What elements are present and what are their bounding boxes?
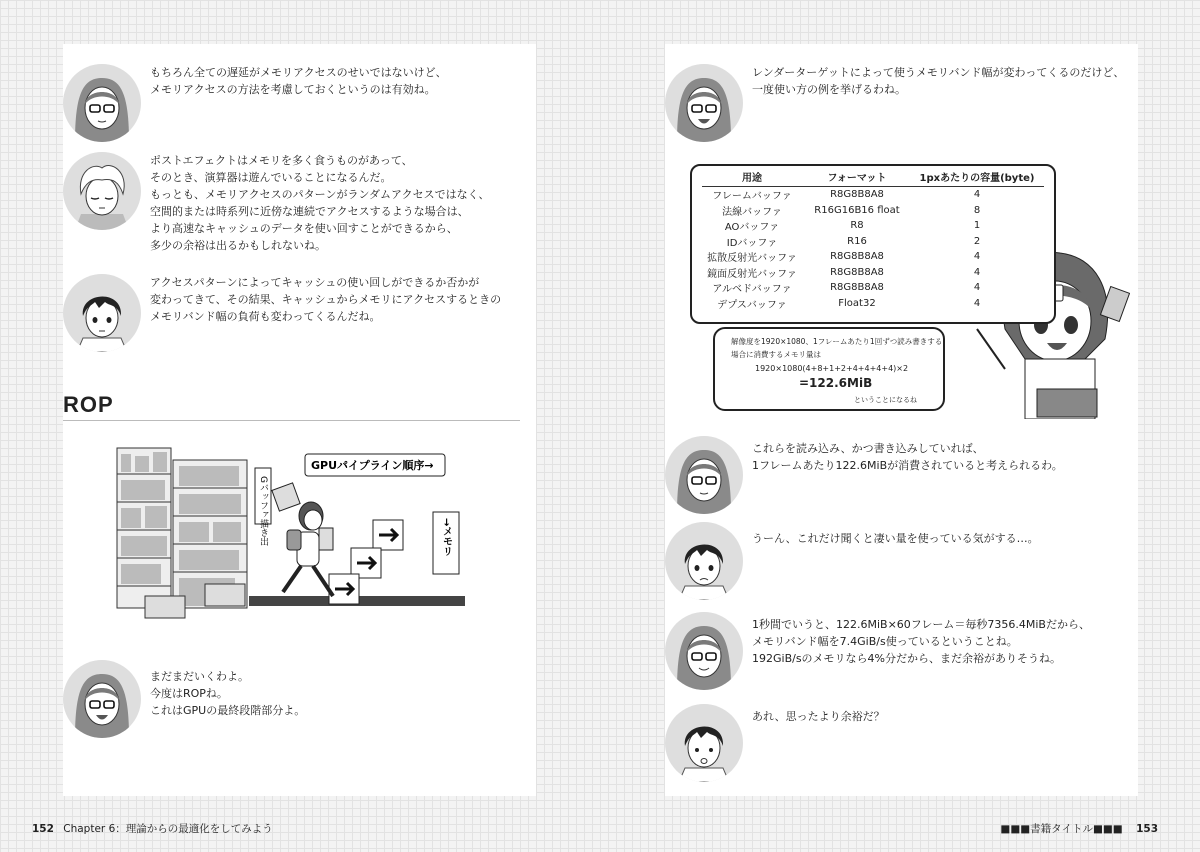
calc-condition-2: 場合に消費するメモリ量は	[731, 350, 821, 359]
glasses-woman-avatar	[665, 436, 743, 514]
dialogue-line: 1フレームあたり122.6MiBが消費されていると考えられるわ。	[752, 459, 1063, 472]
dialogue-line: 変わってきて、その結果、キャッシュからメモリにアクセスするときの	[150, 293, 502, 306]
pipeline-banner: GPUパイプライン順序→	[311, 459, 434, 472]
calc-result: =122.6MiB	[799, 376, 873, 390]
section-title: ROP	[63, 392, 114, 417]
dialogue-line: メモリバンド幅の負荷も変わってくるんだね。	[150, 310, 381, 323]
dialogue-line: 多少の余裕は出るかもしれないね。	[150, 239, 326, 252]
dialogue-line: レンダーターゲットによって使うメモリバンド幅が変わってくるのだけど、	[752, 66, 1125, 79]
cell-format: R8G8B8A8	[830, 251, 884, 263]
cell-bytes: 2	[973, 235, 981, 247]
cell-bytes: 4	[973, 282, 981, 294]
cell-bytes: 8	[973, 204, 981, 216]
cell-bytes: 4	[973, 189, 981, 201]
cell-format: R8G8B8A8	[830, 266, 884, 278]
cell-bytes: 4	[973, 266, 981, 278]
dark-hair-boy-avatar	[63, 274, 141, 352]
cell-usage: AOバッファ	[724, 222, 780, 234]
dialogue-line: メモリバンド幅を7.4GiB/s使っているということね。	[752, 635, 1018, 648]
table-header	[702, 166, 1044, 187]
dialogue-line: そのとき、演算器は遊んでいることになるんだ。	[150, 171, 392, 184]
cell-bytes: 4	[973, 251, 981, 263]
table-row	[702, 265, 1044, 281]
cell-usage: IDバッファ	[726, 237, 778, 249]
buffer-table	[690, 164, 1056, 324]
glasses-woman-avatar	[665, 612, 743, 690]
dialogue-line: これはGPUの最終段階部分よ。	[150, 704, 306, 717]
dialogue-line: まだまだいくわよ。	[150, 670, 249, 683]
table-row	[702, 234, 1044, 250]
cell-usage: 法線バッファ	[722, 206, 782, 218]
dialogue-line: より高速なキャッシュのデータを使い回すことができるから、	[150, 222, 458, 235]
cell-usage: フレームバッファ	[712, 191, 792, 203]
cell-format: R16G16B16 float	[814, 204, 900, 216]
dialogue-line: 今度はROPね。	[150, 687, 228, 700]
dialogue-line: うーん、これだけ聞くと凄い量を使っている気がする…。	[752, 532, 1039, 545]
dialogue-line: 1秒間でいうと、122.6MiB×60フレーム＝毎秒7356.4MiBだから、	[752, 618, 1090, 631]
left-page	[63, 44, 536, 796]
dialogue-line: もっとも、メモリアクセスのパターンがランダムアクセスではなく、	[150, 188, 490, 201]
table-row	[702, 187, 1044, 203]
chapter-title: Chapter 6：理論からの最適化をしてみよう	[63, 823, 273, 835]
rop-illustration	[115, 446, 465, 626]
dialogue-line: 一度使い方の例を挙げるわね。	[752, 83, 906, 96]
calc-note: ということになるね	[854, 396, 917, 404]
memory-sign: →メモリ	[440, 518, 452, 557]
cell-usage: デプスバッファ	[717, 299, 787, 311]
dialogue-line: あれ、思ったより余裕だ？	[752, 710, 885, 723]
cell-bytes: 1	[973, 220, 981, 232]
dialogue-line: 空間的または時系列に近傍な連続でアクセスするような場合は、	[150, 205, 469, 218]
table-row	[702, 280, 1044, 296]
dialogue-line: アクセスパターンによってキャッシュの使い回しができるか否かが	[150, 276, 480, 289]
dialogue-line: 192GiB/sのメモリなら4%分だから、まだ余裕がありそうね。	[752, 652, 1062, 665]
cell-usage: アルベドバッファ	[712, 284, 792, 296]
dialogue-line: メモリアクセスの方法を考慮しておくというのは有効ね。	[150, 83, 436, 96]
glasses-woman-avatar	[63, 64, 141, 142]
book-title: ■■■書籍タイトル■■■	[1000, 823, 1123, 835]
page-number-right: 153	[1136, 823, 1158, 835]
glasses-woman-avatar	[63, 660, 141, 738]
glasses-woman-avatar	[665, 64, 743, 142]
calc-formula: 1920×1080(4+8+1+2+4+4+4+4)×2	[755, 364, 909, 373]
white-hair-boy-avatar	[63, 152, 141, 230]
table-row	[702, 203, 1044, 219]
cell-format: R8G8B8A8	[830, 189, 884, 201]
cell-format: R8	[850, 220, 864, 232]
calculation-bubble	[713, 327, 945, 411]
dark-hair-boy-avatar	[665, 704, 743, 782]
header-bytes: 1pxあたりの容量(byte)	[919, 172, 1035, 184]
cell-bytes: 4	[973, 297, 981, 309]
header-usage: 用途	[742, 172, 762, 184]
cell-format: R16	[847, 235, 867, 247]
page-number-left: 152	[32, 823, 54, 835]
cell-format: Float32	[838, 297, 876, 309]
calc-condition: 解像度を1920×1080、1フレームあたり1回ずつ読み書きする	[731, 337, 943, 346]
table-row	[702, 296, 1044, 312]
table-row	[702, 249, 1044, 265]
footer-left	[32, 821, 273, 836]
dialogue-line: ポストエフェクトはメモリを多く食うものがあって、	[150, 154, 413, 167]
header-format: フォーマット	[827, 172, 887, 184]
gbuffer-sign: Gバッファ描き出	[258, 476, 268, 546]
cell-usage: 鏡面反射光バッファ	[707, 268, 797, 280]
dark-hair-boy-avatar	[665, 522, 743, 600]
cell-format: R8G8B8A8	[830, 282, 884, 294]
section-divider	[63, 420, 520, 421]
table-row	[702, 218, 1044, 234]
footer-right	[1000, 821, 1158, 836]
cell-usage: 拡散反射光バッファ	[707, 253, 797, 265]
right-page	[665, 44, 1138, 796]
dialogue-line: もちろん全ての遅延がメモリアクセスのせいではないけど、	[150, 66, 447, 79]
dialogue-line: これらを読み込み、かつ書き込みしていれば、	[752, 442, 984, 455]
